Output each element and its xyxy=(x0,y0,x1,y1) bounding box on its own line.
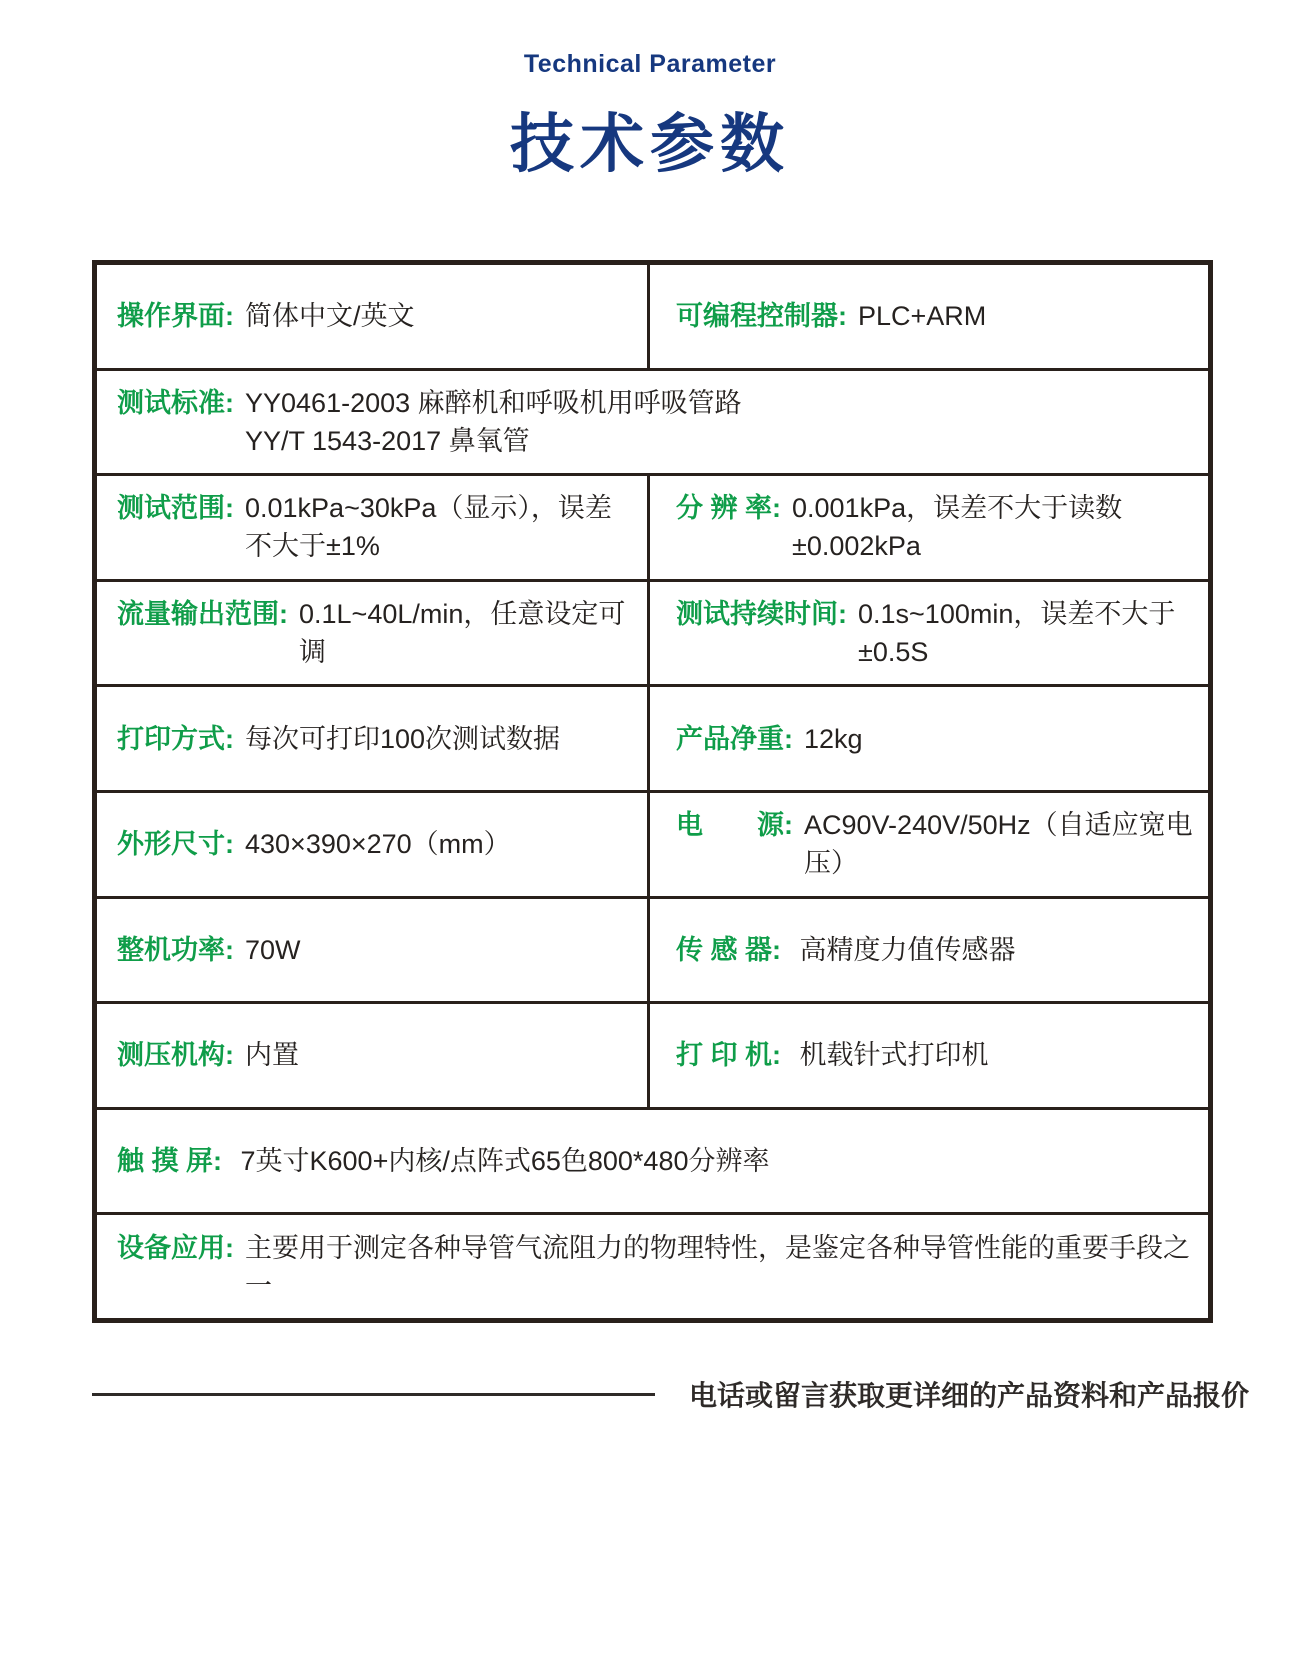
table-row-range-resolution xyxy=(97,473,1208,579)
label-operation-interface: 操作界面: xyxy=(117,301,234,332)
cell-pressure-mechanism xyxy=(97,1004,650,1107)
table-row-size-power-supply xyxy=(97,790,1208,896)
value-test-range-line2: 不大于±1% xyxy=(245,531,380,562)
value-application: 主要用于测定各种导管气流阻力的物理特性，是鉴定各种导管性能的重要手段之一 xyxy=(245,1232,1190,1301)
cell-printer xyxy=(650,1004,1208,1107)
table-row-ui-controller xyxy=(97,265,1208,368)
cell-plc-controller xyxy=(650,265,1208,368)
value-flow-output-range: 0.1L~40L/min，任意设定可调 xyxy=(299,599,626,668)
label-sensor: 传 感 器: xyxy=(676,934,789,965)
cell-flow-output-range xyxy=(97,582,650,685)
subtitle-english: Technical Parameter xyxy=(523,50,777,78)
value-print-mode: 每次可打印100次测试数据 xyxy=(245,723,561,754)
value-touchscreen: 7英寸K600+内核/点阵式65色800*480分辨率 xyxy=(240,1146,770,1177)
cell-power-supply xyxy=(650,793,1208,896)
cell-sensor xyxy=(650,899,1208,1002)
label-power-supply: 电 源: xyxy=(676,810,793,841)
cell-net-weight xyxy=(650,687,1208,790)
value-dimensions: 430×390×270（mm） xyxy=(245,829,511,860)
label-print-mode: 打印方式: xyxy=(117,723,234,754)
table-row-application xyxy=(97,1212,1208,1318)
label-test-range: 测试范围: xyxy=(117,493,234,524)
value-net-weight: 12kg xyxy=(804,723,863,754)
label-resolution: 分 辨 率: xyxy=(676,493,781,524)
value-printer: 机载针式打印机 xyxy=(799,1040,989,1071)
cell-test-range xyxy=(97,476,650,579)
label-plc-controller: 可编程控制器: xyxy=(676,301,847,332)
value-test-range-line1: 0.01kPa~30kPa（显示），误差 xyxy=(245,493,612,524)
label-application: 设备应用: xyxy=(117,1232,234,1263)
table-row-pressure-printer xyxy=(97,1001,1208,1107)
table-row-power-sensor xyxy=(97,896,1208,1002)
footer-divider-line xyxy=(92,1393,655,1396)
cell-operation-interface xyxy=(97,265,650,368)
value-pressure-mechanism: 内置 xyxy=(245,1040,299,1071)
value-total-power: 70W xyxy=(245,934,301,965)
label-touchscreen: 触 摸 屏: xyxy=(117,1146,230,1177)
value-operation-interface: 简体中文/英文 xyxy=(245,301,415,332)
table-row-touchscreen xyxy=(97,1107,1208,1213)
cell-test-duration xyxy=(650,582,1208,685)
label-dimensions: 外形尺寸: xyxy=(117,829,234,860)
label-pressure-mechanism: 测压机构: xyxy=(117,1040,234,1071)
cell-resolution xyxy=(650,476,1208,579)
cell-application xyxy=(97,1215,1208,1318)
spec-table xyxy=(92,260,1213,1323)
cell-print-mode xyxy=(97,687,650,790)
value-test-standard-line1: YY0461-2003 麻醉机和呼吸机用呼吸管路 xyxy=(245,387,742,418)
value-sensor: 高精度力值传感器 xyxy=(799,934,1016,965)
cell-touchscreen xyxy=(97,1110,1208,1213)
label-flow-output-range: 流量输出范围: xyxy=(117,599,288,630)
label-test-standard: 测试标准: xyxy=(117,387,234,418)
value-plc-controller: PLC+ARM xyxy=(858,301,987,332)
table-row-test-standard xyxy=(97,368,1208,474)
value-test-duration: 0.1s~100min，误差不大于±0.5S xyxy=(858,599,1176,668)
footer-note: 电话或留言获取更详细的产品资料和产品报价 xyxy=(689,1380,1250,1411)
label-test-duration: 测试持续时间: xyxy=(676,599,847,630)
table-row-flow-duration xyxy=(97,579,1208,685)
cell-total-power xyxy=(97,899,650,1002)
cell-dimensions xyxy=(97,793,650,896)
label-net-weight: 产品净重: xyxy=(676,723,793,754)
label-printer: 打 印 机: xyxy=(676,1040,789,1071)
page-header xyxy=(0,0,1300,185)
value-resolution: 0.001kPa，误差不大于读数±0.002kPa xyxy=(792,493,1123,562)
footer xyxy=(92,1374,1250,1414)
cell-test-standard xyxy=(97,371,1208,474)
table-row-print-weight xyxy=(97,684,1208,790)
page-title: 技术参数 xyxy=(510,108,790,180)
value-test-standard-line2: YY/T 1543-2017 鼻氧管 xyxy=(245,425,530,456)
value-power-supply: AC90V-240V/50Hz（自适应宽电压） xyxy=(804,810,1193,879)
label-total-power: 整机功率: xyxy=(117,934,234,965)
